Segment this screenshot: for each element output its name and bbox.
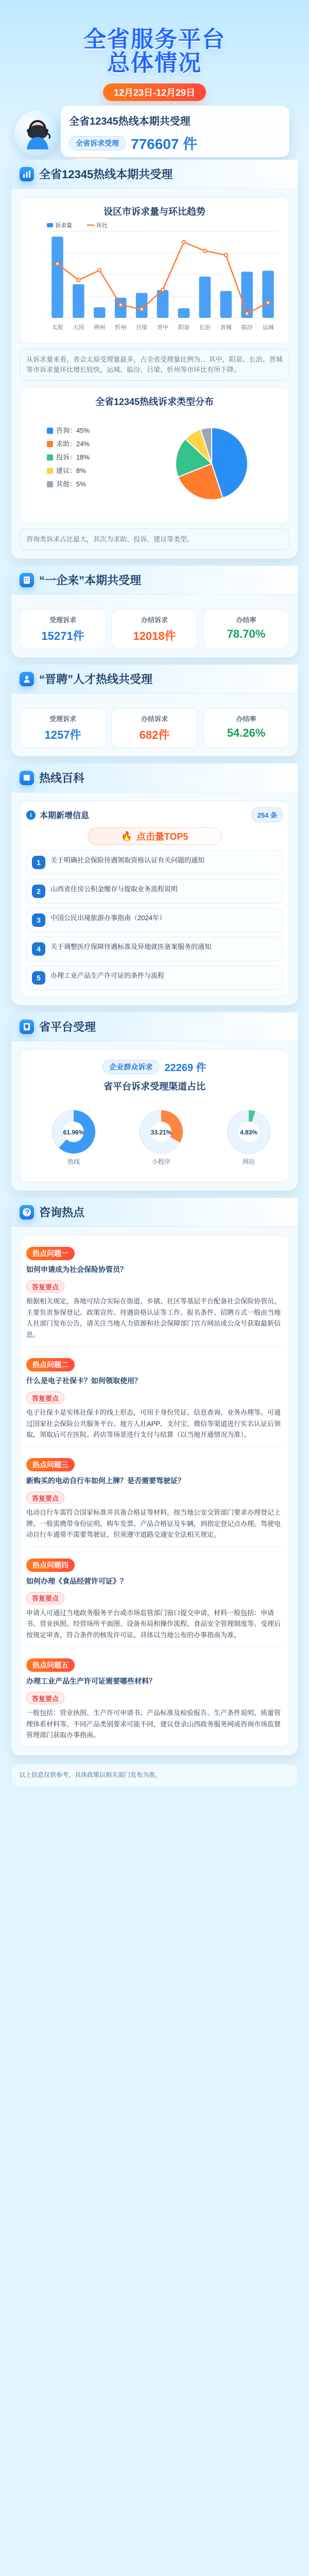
growth-point-5 [140, 308, 143, 311]
legend-line-label: 环比 [96, 223, 108, 229]
talent-card-received [20, 708, 106, 748]
section-hot [11, 764, 298, 1005]
platform-summary-card [20, 1049, 289, 1182]
faq-2-answer: 电子社保卡是实体社保卡的线上形态，可用于身份凭证、信息查询、业务办理等。可通过国家社会保险公共服务平台、地方人社APP、支付宝、微信等渠道进行实名认证后领取。领取后可在医院、药店等场景进行支付与结算（以当地开通情况为准）。 [26, 1409, 281, 1439]
section-faq [11, 1198, 298, 1755]
faq-5-answer-tag: 答复要点 [26, 1692, 64, 1704]
hot-item-2-rank: 2 [32, 885, 45, 898]
trend-legend [47, 222, 108, 229]
section-talent-body [11, 693, 298, 756]
date-range: 12月23日-12月29日 [103, 83, 206, 101]
hot-item-4[interactable] [26, 937, 283, 961]
hot-new-info-count: 254 条 [252, 807, 283, 822]
hot-item-5-rank: 5 [32, 971, 45, 985]
bar-8 [199, 277, 211, 318]
footer-note [11, 1764, 298, 1787]
platform-enterprise-label: 企业群众诉求 [102, 1060, 159, 1074]
growth-point-6 [161, 288, 164, 291]
unique-closed-label: 办结诉求 [141, 616, 168, 624]
hero-stat-card [61, 106, 289, 157]
fire-icon: 🔥 [121, 831, 132, 841]
faq-1-answer: 根据相关规定，各地可结合实际在街道、乡镇、社区等基层平台配备社会保险协管员，主要负责参保登记、政策宣传、待遇资格认证等工作。报名条件、招聘方式一般由当地人社部门发布公告，请关注当地人力资源和社会保障部门官方网站或公众号获取最新信息。 [26, 1297, 281, 1338]
talent-cards [20, 708, 289, 748]
hot-item-1-text: 关于明确社会保险待遇领取资格认证有关问题的通知 [50, 856, 205, 865]
hot-item-1-rank: 1 [32, 856, 45, 869]
hot-item-3[interactable] [26, 908, 283, 933]
category-legend-swatch-1 [47, 428, 53, 434]
category-chart-title: 全省12345热线诉求类型分布 [95, 397, 214, 408]
platform-pie-value-1: 61.96% [63, 1129, 84, 1137]
hot-item-1[interactable] [26, 850, 283, 875]
category-chart-card [20, 387, 289, 523]
section-talent-header [11, 665, 298, 693]
hero-title-line2: 总体情况 [107, 50, 202, 76]
talent-card-rate [203, 708, 289, 748]
x-tick-7: 阳泉 [178, 325, 190, 331]
category-note-text: 咨询类诉求占比最大，其次为求助、投诉、建议等类型。 [26, 535, 194, 544]
x-tick-11: 运城 [262, 325, 274, 331]
section-faq-title: 咨询热点 [39, 1206, 85, 1219]
bar-2 [73, 284, 84, 318]
x-tick-1: 太原 [52, 325, 63, 331]
book-glyph [22, 773, 31, 783]
section-trend-title: 全省12345热线本期共受理 [39, 168, 173, 181]
section-faq-body [11, 1227, 298, 1755]
talent-closed-value: 682件 [139, 728, 170, 742]
hot-item-2[interactable] [26, 879, 283, 904]
section-hot-header [11, 764, 298, 792]
unique-received-label: 受理诉求 [49, 616, 76, 624]
bar-9 [220, 291, 232, 318]
section-hot-body [11, 792, 298, 1005]
unique-card-received [20, 609, 106, 649]
section-unique [11, 566, 298, 657]
bar-7 [178, 308, 190, 318]
section-unique-header [11, 566, 298, 595]
section-trend-header [11, 160, 298, 189]
unique-rate-value: 78.70% [227, 628, 266, 641]
faq-1-answer-tag: 答复要点 [26, 1280, 64, 1293]
faq-3-question: 新购买的电动自行车如何上牌？是否需要驾驶证？ [26, 1477, 185, 1485]
bar-4 [115, 298, 127, 318]
platform-pie-label-2: 小程序 [151, 1158, 171, 1166]
hot-item-4-text: 关于调整医疗保障待遇标准及异地就医备案服务的通知 [50, 943, 212, 951]
category-legend-swatch-2 [47, 441, 53, 447]
trend-chart-title: 设区市诉求量与环比趋势 [104, 207, 205, 217]
top5-label: 点击量TOP5 [136, 832, 188, 842]
person-glyph [22, 674, 31, 684]
trend-note [20, 349, 289, 381]
category-legend-label-1: 咨询：45% [56, 427, 90, 435]
section-hot-title: 热线百科 [39, 772, 85, 785]
bar-chart-glyph [22, 170, 31, 179]
faq-3-answer-tag: 答复要点 [26, 1492, 64, 1504]
bar-chart-icon [20, 167, 34, 181]
section-faq-header [11, 1198, 298, 1227]
hot-list [20, 801, 289, 997]
growth-point-8 [203, 249, 207, 252]
growth-point-1 [56, 262, 59, 265]
category-legend-label-5: 其他：5% [56, 480, 86, 488]
section-platform [11, 1012, 298, 1191]
talent-rate-value: 54.26% [227, 726, 266, 740]
category-legend-label-3: 投诉：18% [56, 453, 90, 462]
building-icon [20, 573, 34, 587]
category-legend-label-2: 求助：24% [56, 440, 90, 448]
hero-total-row [69, 133, 281, 154]
category-note [20, 529, 289, 550]
unique-closed-value: 12018件 [133, 630, 176, 643]
category-legend-swatch-3 [47, 454, 53, 461]
footer-note-text: 以上信息仅供参考，具体政策以相关部门发布为准。 [19, 1771, 162, 1779]
hero-stat-title: 全省12345热线本期共受理 [69, 116, 191, 127]
faq-5-question: 办理工业产品生产许可证需要哪些材料？ [26, 1677, 156, 1686]
hot-new-info-label: 本期新增信息 [40, 811, 90, 821]
trend-chart-card [20, 197, 289, 344]
faq-3-answer: 电动自行车需符合国家标准并具备合格证等材料，按当地公安交管部门要求办理登记上牌。一般需携带身份证明、购车发票、产品合格证及车辆，到指定登记点办理。驾驶电动自行车通常不需要驾驶证，但须遵守道路交通安全法相关规定。 [26, 1509, 281, 1539]
faq-1-question: 如何申请成为社会保险协管员？ [26, 1265, 127, 1274]
section-talent-title: “晋聘”人才热线共受理 [39, 673, 153, 686]
unique-rate-label: 办结率 [236, 616, 256, 624]
faq-5-tag: 热点问题五 [26, 1658, 75, 1672]
agent-avatar-icon [19, 114, 57, 152]
x-tick-6: 晋中 [157, 325, 168, 331]
total-label-pill: 全省诉求受理 [69, 136, 126, 150]
hot-item-4-rank: 4 [32, 942, 45, 956]
talent-received-value: 1257件 [44, 728, 81, 742]
section-platform-header [11, 1012, 298, 1041]
talent-closed-label: 办结诉求 [141, 715, 168, 723]
hot-new-info [26, 809, 89, 821]
top5-pill [88, 827, 221, 845]
growth-point-11 [266, 301, 269, 304]
platform-pie-value-2: 33.21% [150, 1129, 172, 1137]
unique-card-rate [203, 609, 289, 649]
growth-point-2 [77, 278, 80, 281]
legend-bar-swatch [47, 223, 53, 227]
talent-received-label: 受理诉求 [49, 715, 76, 723]
platform-pie-label-3: 网站 [242, 1158, 255, 1166]
book-icon [20, 771, 34, 785]
section-trend-body [11, 189, 298, 558]
growth-point-3 [98, 268, 101, 272]
platform-enterprise-value: 22269 件 [164, 1062, 207, 1074]
bar-1 [52, 236, 63, 318]
category-legend-swatch-5 [47, 481, 53, 487]
section-unique-body [11, 595, 298, 657]
phone-icon [20, 1020, 34, 1034]
unique-card-closed [111, 609, 198, 649]
growth-point-10 [245, 312, 248, 315]
faq-1-tag: 热点问题一 [26, 1247, 75, 1260]
phone-glyph [22, 1022, 31, 1031]
building-glyph [22, 575, 31, 585]
faq-2-tag: 热点问题二 [26, 1358, 75, 1371]
bar-3 [94, 307, 106, 318]
hot-item-3-text: 中国公民出境旅游办事指南（2024年） [50, 914, 166, 922]
growth-point-4 [119, 303, 122, 307]
hot-item-5-text: 办理工业产品生产许可证的条件与流程 [50, 972, 165, 980]
faq-3-tag: 热点问题三 [26, 1458, 75, 1471]
question-glyph [22, 1208, 31, 1217]
platform-summary-row [26, 1059, 283, 1074]
section-unique-title: “一企来”本期共受理 [39, 574, 142, 587]
info-icon: i [26, 810, 36, 820]
growth-point-7 [182, 241, 185, 244]
platform-pie-value-3: 4.83% [239, 1129, 258, 1137]
faq-5-answer: 一般包括：营业执照、生产许可申请书、产品标准及检验报告、生产条件说明、质量管理体系材料等。不同产品类别要求可能不同，建议登录山西政务服务网或咨询市场监督管理部门获取办事指南。 [26, 1709, 281, 1739]
category-legend-swatch-4 [47, 468, 53, 474]
x-tick-3: 朔州 [94, 325, 106, 331]
x-tick-5: 吕梁 [136, 325, 148, 331]
x-tick-2: 大同 [73, 325, 84, 331]
hot-item-3-rank: 3 [32, 913, 45, 927]
platform-chart-title: 省平台诉求受理渠道占比 [104, 1081, 205, 1092]
hero-avatar-bubble [14, 110, 61, 157]
bar-11 [262, 271, 273, 318]
hot-item-5[interactable] [26, 965, 283, 990]
faq-4-answer-tag: 答复要点 [26, 1592, 64, 1604]
section-platform-title: 省平台受理 [39, 1021, 96, 1034]
spacer [20, 381, 289, 387]
hero [0, 0, 309, 160]
section-talent [11, 665, 298, 756]
x-tick-9: 晋城 [220, 325, 232, 331]
growth-point-9 [225, 253, 228, 257]
faq-4-tag: 热点问题四 [26, 1558, 75, 1572]
faq-divider-2 [26, 1446, 283, 1447]
trend-chart [26, 222, 296, 335]
faq-2-answer-tag: 答复要点 [26, 1392, 64, 1404]
section-platform-body [11, 1041, 298, 1191]
faq-4-answer: 申请人可通过当地政务服务平台或市场监管部门窗口提交申请，材料一般包括：申请书、营业执照、经营场所平面图、设备布局和操作流程、食品安全管理制度等。受理后按规定审查，符合条件的核发许可证。具体以当地公布的办事指南为准。 [26, 1608, 281, 1639]
unique-cards [20, 609, 289, 649]
person-icon [20, 672, 34, 686]
hero-title [21, 28, 288, 75]
hot-list-top [26, 807, 283, 822]
talent-card-closed [111, 708, 198, 748]
legend-bar-label: 诉求量 [55, 223, 72, 229]
faq-card [20, 1235, 289, 1747]
faq-divider-1 [26, 1346, 283, 1347]
category-pie-chart [26, 412, 296, 515]
hot-item-2-text: 山西省住房公积金缴存与提取业务流程说明 [50, 885, 178, 893]
question-icon [20, 1205, 34, 1219]
unique-received-value: 15271件 [41, 630, 84, 643]
platform-pie-label-1: 热线 [67, 1158, 80, 1166]
x-tick-10: 临汾 [241, 325, 253, 331]
hero-title-line1: 全省服务平台 [83, 27, 226, 52]
platform-pies [26, 1097, 296, 1174]
section-trend [11, 160, 298, 558]
faq-4-question: 如何办理《食品经营许可证》？ [26, 1577, 127, 1585]
faq-2-question: 什么是电子社保卡？如何领取使用？ [26, 1377, 142, 1385]
trend-note-text: 从诉求量来看，省会太原受理量最多，占全省受理量比例为… 其中，阳泉、长治、晋城等市诉求量环比增长较快，运城、临汾、吕梁、忻州等市环比有所下降。 [26, 355, 283, 374]
x-tick-8: 长治 [199, 325, 211, 331]
total-value: 776607 件 [131, 136, 198, 152]
talent-rate-label: 办结率 [236, 715, 256, 723]
category-legend-label-4: 建议：8% [56, 467, 86, 475]
x-tick-4: 忻州 [115, 325, 127, 331]
